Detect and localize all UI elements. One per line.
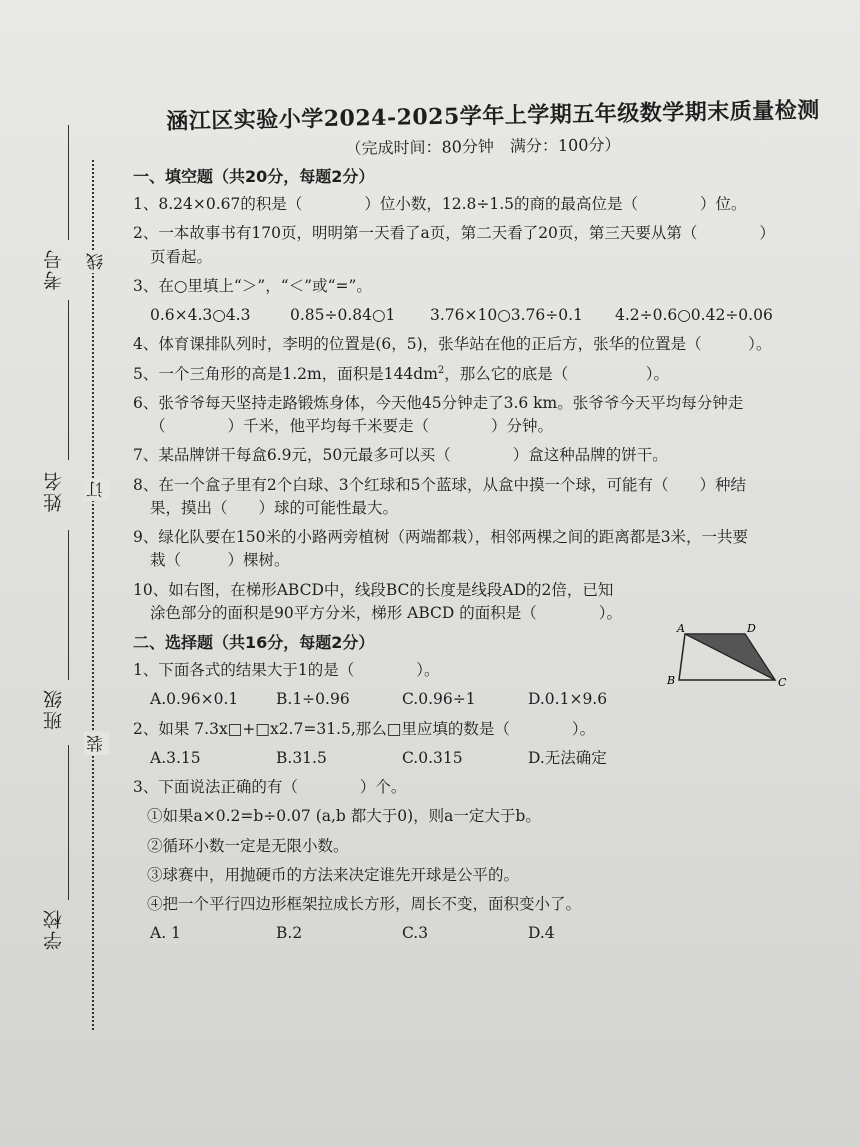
- school-blank: [68, 745, 69, 900]
- exam-title: 涵江区实验小学2024-2025学年上学期五年级数学期末质量检测: [166, 97, 820, 135]
- options-2-2: [150, 747, 833, 770]
- section-fill-blank-heading: 一、填空题（共20分，每题2分）: [133, 167, 375, 186]
- option-a: A. 1: [150, 924, 181, 943]
- option-b: B.2: [276, 924, 303, 943]
- exam-content: [133, 97, 833, 952]
- question-text: 6、张爷爷每天坚持走路锻炼身体，今天他45分钟走了3.6 km。张爷爷今天平均每分钟走: [133, 393, 744, 412]
- question-1-9: [133, 526, 833, 573]
- compare-items: [150, 304, 833, 327]
- section-choice-heading: 二、选择题（共16分，每题2分）: [133, 633, 375, 653]
- compare-item-1: 0.6×4.3○4.3: [150, 306, 251, 324]
- q5-text-pre: 5、一个三角形的高是1.2m，面积是144dm: [133, 364, 438, 383]
- question-1-3: [133, 275, 833, 298]
- question-text-cont: 果，摸出（ ）球的可能性最大。: [150, 498, 399, 517]
- compare-item-4: 4.2÷0.6○0.42÷0.06: [615, 306, 773, 324]
- question-1-4: [133, 333, 833, 356]
- class-blank: [68, 530, 69, 680]
- label-school: 学校: [43, 908, 65, 950]
- mark-bind: 装: [84, 732, 109, 755]
- question-1-2: [133, 222, 833, 269]
- vertex-c: C: [778, 676, 787, 689]
- question-text: 1、8.24×0.67的积是（ ）位小数，12.8÷1.5的商的最高位是（ ）位。: [133, 195, 747, 213]
- vertex-a: A: [677, 622, 685, 635]
- question-1-1: [133, 193, 833, 216]
- option-b: B.31.5: [276, 748, 327, 767]
- question-1-5: [133, 363, 833, 386]
- question-text-cont: 栽（ ）棵树。: [150, 551, 290, 570]
- option-a: A.3.15: [150, 748, 201, 767]
- question-text: 2、一本故事书有170页，明明第一天看了a页，第二天看了20页，第三天要从第（ ）: [133, 224, 775, 243]
- statement-3: ③球赛中，用抛硬币的方法来决定谁先开球是公平的。: [147, 865, 520, 884]
- mark-line: 线: [84, 250, 109, 273]
- question-1-8: [133, 474, 833, 521]
- statement-4: ④把一个平行四边形框架拉成长方形，周长不变，面积变小了。: [147, 895, 582, 914]
- trapezoid-figure: [665, 620, 795, 690]
- option-d: D.0.1×9.6: [528, 690, 608, 709]
- binding-margin: [0, 0, 125, 1147]
- options-2-3: [150, 922, 833, 945]
- option-c: C.3: [402, 924, 429, 943]
- option-b: B.1÷0.96: [276, 690, 350, 709]
- student-name-blank: [68, 300, 69, 460]
- exam-number-blank: [68, 125, 69, 240]
- compare-item-2: 0.85÷0.84○1: [290, 306, 396, 324]
- option-a: A.0.96×0.1: [150, 690, 239, 709]
- question-text-cont: （ ）千米，他平均每千米要走（ ）分钟。: [150, 417, 554, 436]
- exam-subtitle: （完成时间：80分钟 满分：100分）: [345, 135, 621, 158]
- question-text: [133, 363, 833, 386]
- binding-dotted-line: [92, 160, 94, 1030]
- question-text: 3、下面说法正确的有（ ）个。: [133, 778, 407, 797]
- compare-item-3: 3.76×10○3.76÷0.1: [430, 306, 583, 324]
- q5-text-post: ，那么它的底是（ ）。: [444, 364, 670, 383]
- option-d: D.4: [528, 924, 555, 943]
- vertex-d: D: [747, 622, 756, 635]
- question-1-7: [133, 444, 833, 467]
- statement-2: ②循环小数一定是无限小数。: [147, 836, 349, 855]
- vertex-b: B: [667, 674, 676, 687]
- question-text: 3、在○里填上“＞”，“＜”或“=”。: [133, 276, 372, 295]
- option-d: D.无法确定: [528, 748, 607, 767]
- options-2-1: [150, 688, 833, 711]
- statement-1: ①如果a×0.2=b÷0.07 (a,b 都大于0)，则a一定大于b。: [147, 807, 541, 826]
- question-1-10: [133, 579, 833, 626]
- label-class: 班级: [43, 688, 65, 730]
- question-text: 7、某品牌饼干每盒6.9元，50元最多可以买（ ）盒这种品牌的饼干。: [133, 446, 668, 465]
- question-text: 8、在一个盒子里有2个白球、3个红球和5个蓝球，从盒中摸一个球，可能有（ ）种结: [133, 475, 746, 494]
- question-2-2: [133, 718, 833, 741]
- question-text: 10、如右图，在梯形ABCD中，线段BC的长度是线段AD的2倍，已知: [133, 580, 614, 599]
- option-c: C.0.96÷1: [402, 690, 476, 709]
- mark-staple: 订: [84, 478, 109, 501]
- question-text-cont: 页看起。: [150, 247, 213, 266]
- label-student-name: 姓名: [43, 470, 65, 512]
- question-text: 9、绿化队要在150米的小路两旁植树（两端都栽），相邻两棵之间的距离都是3米，一共要: [133, 528, 749, 547]
- label-exam-number: 考号: [43, 248, 65, 290]
- question-text: 1、下面各式的结果大于1的是（ ）。: [133, 661, 440, 680]
- question-2-3: [133, 776, 833, 799]
- question-text: 2、如果 7.3x□+□x2.7=31.5,那么□里应填的数是（ ）。: [133, 719, 596, 738]
- question-1-6: [133, 392, 833, 439]
- q5-superscript: 2: [437, 364, 445, 376]
- option-c: C.0.315: [402, 748, 463, 767]
- question-text: 4、体育课排队列时，李明的位置是(6，5)，张华站在他的正后方，张华的位置是（ ）。: [133, 335, 772, 354]
- question-text-cont: 涂色部分的面积是90平方分米，梯形 ABCD 的面积是（ ）。: [150, 603, 622, 622]
